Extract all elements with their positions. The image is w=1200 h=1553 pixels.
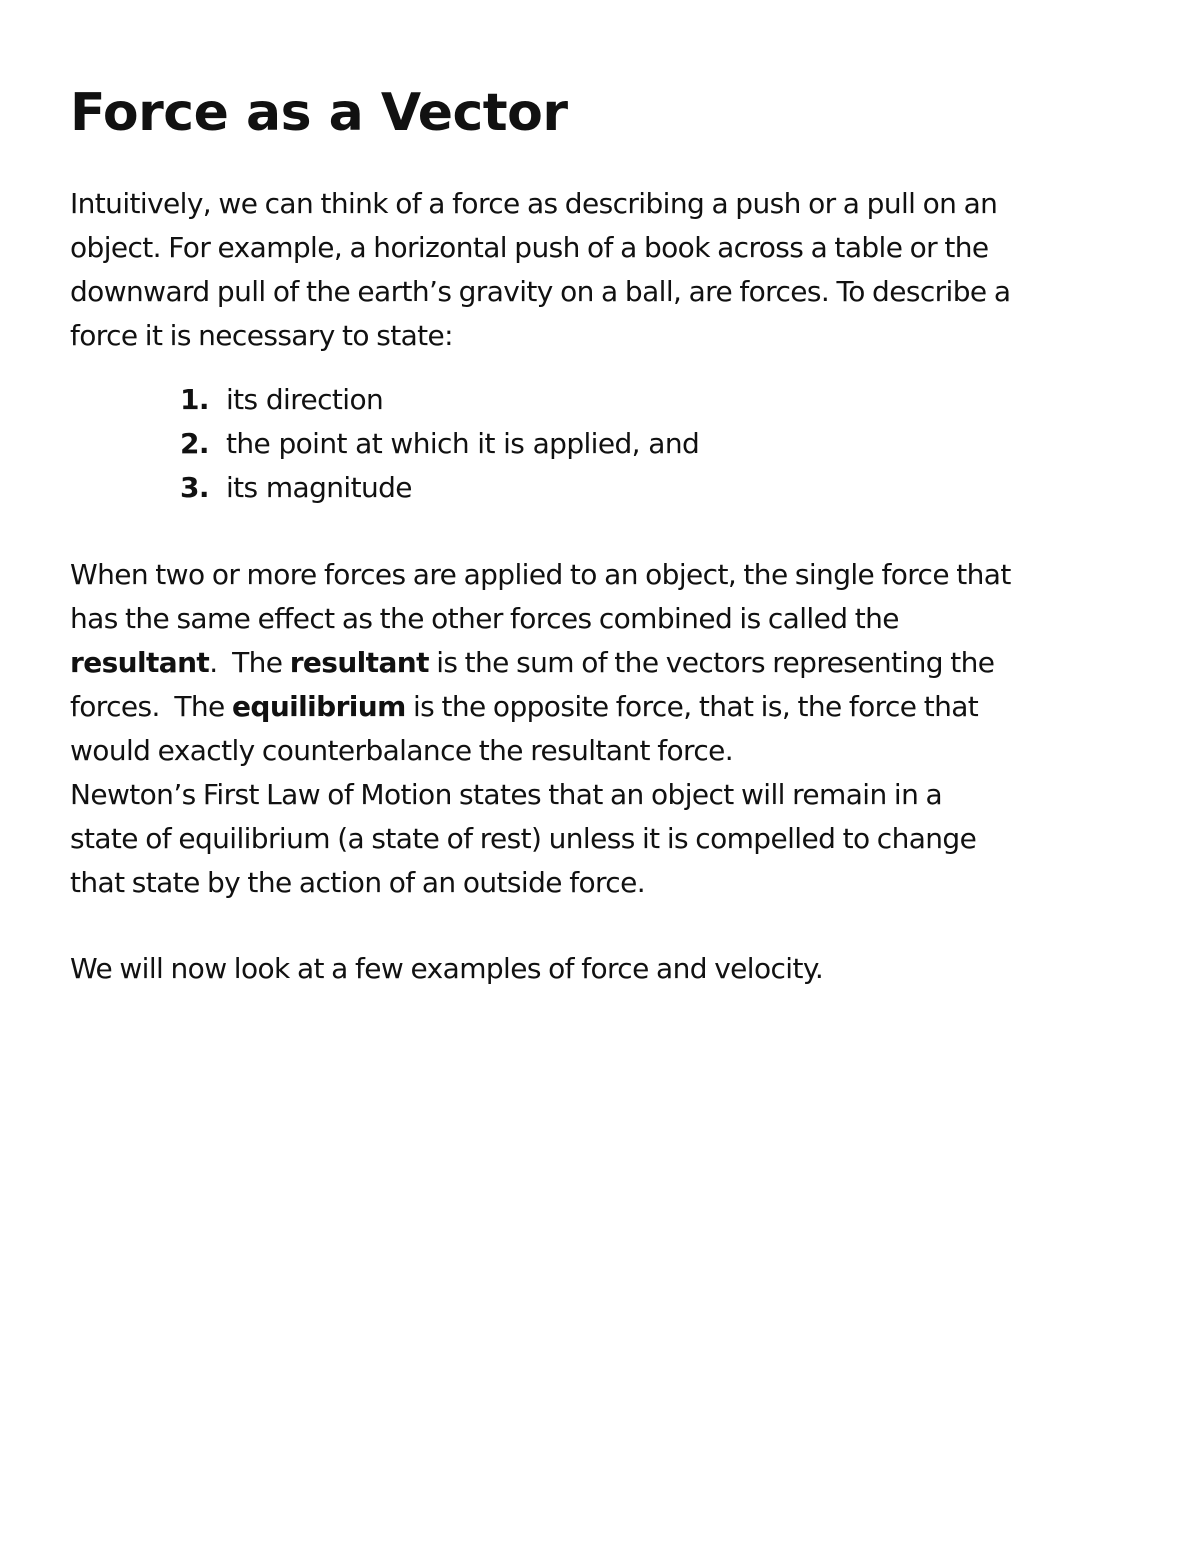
body-text: is the opposite force, that is, the force that	[405, 690, 979, 723]
body-paragraph	[70, 553, 1011, 905]
requirements-list	[180, 378, 699, 510]
term-resultant: resultant	[289, 646, 429, 679]
body-text: . The	[209, 646, 290, 679]
list-text: the point at which it is applied, and	[226, 427, 700, 460]
page-title: Force as a Vector	[70, 83, 568, 143]
body-line: Newton’s First Law of Motion states that an object will remain in a	[70, 778, 943, 811]
list-text: its magnitude	[226, 471, 412, 504]
list-item	[180, 378, 699, 422]
intro-line: Intuitively, we can think of a force as describing a push or a pull on an	[70, 187, 998, 220]
intro-line: force it is necessary to state:	[70, 319, 454, 352]
body-line	[70, 685, 1011, 729]
list-item	[180, 466, 699, 510]
list-item	[180, 422, 699, 466]
body-text: forces. The	[70, 690, 232, 723]
term-resultant: resultant	[70, 646, 210, 679]
list-text: its direction	[226, 383, 384, 416]
body-line: has the same effect as the other forces combined is called the	[70, 602, 899, 635]
body-line: When two or more forces are applied to an object, the single force that	[70, 558, 1011, 591]
term-equilibrium: equilibrium	[231, 690, 406, 723]
body-line: state of equilibrium (a state of rest) unless it is compelled to change	[70, 822, 977, 855]
body-line: that state by the action of an outside force.	[70, 866, 645, 899]
list-number: 3.	[180, 471, 209, 504]
list-number: 2.	[180, 427, 209, 460]
body-text: is the sum of the vectors representing the	[428, 646, 995, 679]
body-line: would exactly counterbalance the resultant force.	[70, 734, 734, 767]
intro-line: object. For example, a horizontal push of a book across a table or the	[70, 231, 989, 264]
body-line	[70, 641, 1011, 685]
list-number: 1.	[180, 383, 209, 416]
intro-paragraph	[70, 182, 1010, 358]
closing-paragraph: We will now look at a few examples of force and velocity.	[70, 952, 824, 985]
intro-line: downward pull of the earth’s gravity on a ball, are forces. To describe a	[70, 275, 1011, 308]
